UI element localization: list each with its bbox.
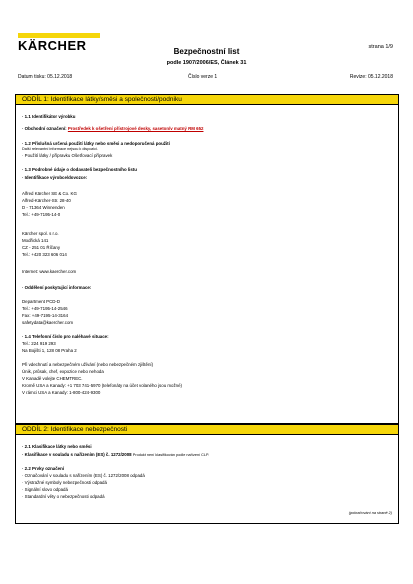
label-line: · Výstražné symboly nebezpečnosti odpadá [22, 480, 107, 485]
version-number: Číslo verze 1 [188, 74, 218, 80]
contact-line: Tel.: +49-7195-14-2546 [22, 306, 68, 311]
revision-date: Revize: 05.12.2018 [349, 74, 393, 80]
continuation-note: (pokračování na straně 2) [348, 511, 392, 515]
document-title: Bezpečnostní list [173, 47, 240, 56]
address-line: Tel.: +49-7195-14-0 [22, 212, 61, 217]
contact-line: Fax: +49-7195-14-3164 [22, 313, 69, 318]
document-subtitle: podle 1907/2006/ES, Článek 31 [166, 60, 247, 66]
address-line: Kärcher spol. s r.o. [22, 231, 59, 236]
address-line: Alfred Kärcher SE & Co. KG [22, 191, 77, 196]
emergency-line: Tel.: 224 919 293 [22, 341, 56, 346]
trade-name-label: · Obchodní označení: [22, 126, 68, 131]
brand-logo: KÄRCHER [18, 38, 87, 53]
info-department-heading: · Oddělení poskytující informace: [22, 285, 92, 290]
address-line: D - 71364 Winnenden [22, 205, 65, 210]
emergency-line: V rámci USA a Kanady: 1-800-424-9300 [22, 390, 101, 395]
emergency-line: Na Bojišti 1, 128 08 Praha 2 [22, 348, 77, 353]
trade-name-value: Prostředek k ošetření přístrojové desky, saseton/v matný RM 652 [67, 126, 204, 131]
label-elements-heading: · 2.2 Prvky označení [22, 466, 64, 471]
page-number: strana 1/9 [368, 44, 393, 50]
address-line: CZ - 251 01 Říčany [22, 245, 61, 250]
supplier-details-heading: · 1.3 Podrobné údaje o dodavateli bezpečnostního listu [22, 167, 137, 172]
classification-line [22, 452, 209, 458]
label-line: · Označování v souladu s nařízením (ES) č. 1272/2008 odpadá [22, 473, 145, 478]
emergency-line: Kromě USA a Kanady: +1 703 741-5970 (telefonáty na účet volaného jsou možné) [22, 383, 182, 388]
label-line: · Signální slovo odpadá [22, 487, 68, 492]
manufacturer-heading: · Identifikace výrobce/dovozce: [22, 175, 88, 180]
internet-line: Internet: www.kaercher.com [22, 269, 77, 274]
label-line: · Standardní věty o nebezpečnosti odpadá [22, 494, 105, 499]
emergency-line: Při vdechnutí a nebezpečném užívání (nebo nebezpečném zjištění) [22, 362, 154, 367]
use-of-substance: · Použití látky / přípravku Ošetřovací přípravek [22, 153, 113, 158]
section-2-heading: ODDÍL 2: Identifikace nebezpečnosti [16, 425, 398, 435]
section-1 [15, 94, 399, 424]
product-identifier-heading: · 1.1 Identifikátor výrobku [22, 114, 76, 119]
address-line: Modřická 141 [22, 238, 49, 243]
contact-line: Department PCD-D [22, 299, 61, 304]
emergency-phone-heading: · 1.4 Telefonní číslo pro naléhavé situace: [22, 334, 109, 339]
classification-label: · Klasifikace v souladu s nařízením (ES) č. 1272/2008 [22, 452, 133, 457]
section-1-heading: ODDÍL 1: Identifikace látky/směsi a společnosti/podniku [16, 95, 398, 105]
address-line: Tel.: +420 323 606 014 [22, 252, 67, 257]
classification-value: Produkt není klasifikován podle nařízení CLP. [132, 453, 210, 457]
print-date: Datum tisku: 05.12.2018 [18, 74, 73, 80]
section-2 [15, 424, 399, 524]
emergency-line: V Kanadě volejte CHEMTREC. [22, 376, 83, 381]
classification-heading: · 2.1 Klasifikace látky nebo směsi [22, 444, 92, 449]
trade-name-line [22, 126, 203, 131]
address-line: Alfred-Kärcher-Str. 28-40 [22, 198, 71, 203]
emergency-line: Únik, průsak, chef, expozice nebo nehoda [22, 369, 104, 374]
identified-uses-heading: · 1.2 Příslušná určená použití látky nebo směsi a nedoporučená použití [22, 141, 170, 146]
contact-line: safetydata@kaercher.com [22, 320, 74, 325]
identified-uses-note: Další relevantní informace nejsou k dispozici. [22, 147, 98, 151]
